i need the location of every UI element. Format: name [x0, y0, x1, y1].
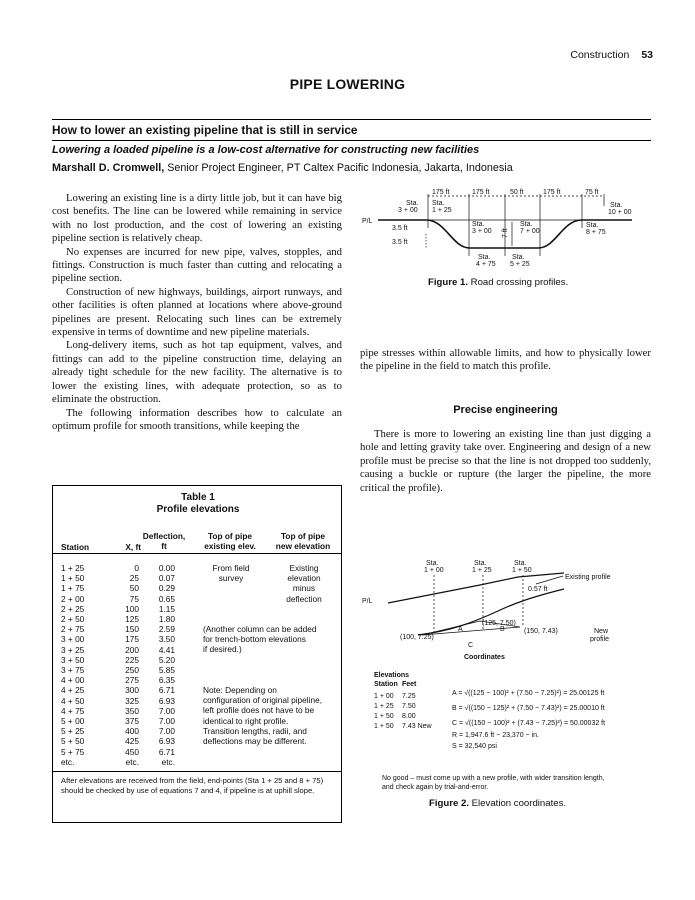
note-line: deflections may be different. [203, 736, 307, 747]
cell-station: 5 + 75 [61, 746, 85, 757]
cell-deflection: 7.00 [158, 705, 175, 716]
chord-label: B [500, 626, 505, 633]
figure-2-diagram [360, 555, 652, 795]
cell-deflection: 0.07 [158, 573, 175, 584]
pipeline-label: P/L [362, 598, 373, 605]
cell-station: 4 + 00 [61, 675, 85, 686]
equation-line: A = √((125 − 100)² + (7.50 − 7.25)²) = 25.00125 ft [452, 690, 605, 697]
header-line: ft [161, 541, 167, 551]
station-label: Sta. [514, 560, 527, 567]
cell-station: 2 + 25 [61, 603, 85, 614]
cell-x: 75 [129, 593, 139, 604]
station-label: Sta. [432, 200, 445, 207]
station-label: Sta. [472, 221, 485, 228]
paragraph: pipe stresses within allowable limits, and how to physically lower the pipeline in the field to match this profile. [360, 347, 651, 373]
left-column-text [52, 192, 342, 433]
paragraph: The following information describes how to calculate an optimum profile for smooth transitions, while keeping the [52, 406, 342, 432]
paragraph: Lowering an existing line is a dirty little job, but it can have big cost benefits. The line can be lowered while remaining in service with no lost production, and the cost of lowering an existing pipeline section is relatively cheap. [52, 192, 342, 245]
byline [52, 162, 513, 174]
cell-deflection: 2.59 [158, 624, 175, 635]
elev-cell: 1 + 00 [374, 693, 394, 700]
elev-cell: 7.25 [402, 693, 416, 700]
elev-cell: 7.43 New [402, 723, 432, 730]
col-header-existing [196, 531, 264, 551]
cell-x: 325 [125, 695, 139, 706]
station-label: 5 + 25 [510, 261, 530, 268]
figure-1-caption [428, 277, 568, 288]
station-label: 1 + 25 [472, 567, 492, 574]
page-number: 53 [641, 49, 653, 61]
cell-deflection: 4.41 [158, 644, 175, 655]
col-header-new [267, 531, 339, 551]
note-line: Note: Depending on [203, 685, 277, 695]
page-title: PIPE LOWERING [289, 76, 406, 92]
station-label: 8 + 75 [586, 229, 606, 236]
figure-note: No good – must come up with a new profile, with wider transition length, [382, 775, 605, 782]
cell-x: 175 [125, 634, 139, 645]
note-line: survey [218, 573, 244, 584]
note-line: left profile does not have to be [203, 705, 315, 716]
cell-station: 5 + 00 [61, 716, 85, 726]
elevations-title: Elevations [374, 672, 410, 679]
elev-cell: 1 + 25 [374, 703, 394, 710]
cell-deflection: 5.85 [158, 665, 175, 675]
cell-station: 3 + 75 [61, 665, 85, 675]
depth-label: 3.5 ft [392, 225, 408, 232]
cell-x: 225 [125, 654, 139, 665]
col-header-deflection [139, 531, 189, 551]
cell-station: 5 + 50 [61, 736, 85, 747]
cell-station: 4 + 75 [61, 705, 85, 716]
header-line: Top of pipe [280, 531, 326, 541]
caption-label: Figure 2. [429, 798, 469, 809]
col-header-station: Station [61, 542, 90, 552]
cell-x: etc. [125, 756, 139, 767]
elev-cell: 1 + 50 [374, 713, 394, 720]
equations [452, 689, 605, 750]
existing-profile-label: Existing profile [565, 574, 611, 581]
pipeline-label: P/L [362, 218, 373, 225]
cell-station: 4 + 25 [61, 685, 85, 696]
note-line: if desired.) [203, 644, 242, 655]
cell-x: 125 [125, 614, 139, 624]
cell-x: 200 [125, 644, 139, 655]
equation-line: B = √((150 − 125)² + (7.50 − 7.43)²) = 25.00010 ft [452, 705, 605, 712]
header-line: Deflection, [142, 531, 186, 541]
title-rule [52, 119, 651, 120]
leader-line [536, 576, 563, 584]
cell-deflection: 7.00 [158, 726, 175, 737]
elev-head: Feet [402, 681, 417, 688]
note-line: From field [212, 563, 250, 573]
table-1 [52, 485, 342, 823]
drop-label: 0.57 ft [528, 586, 548, 593]
note-line: elevation [287, 573, 321, 584]
station-label: Sta. [586, 222, 599, 229]
cell-station: etc. [61, 756, 75, 767]
new-profile-label: New [594, 628, 609, 635]
chord-label: C [468, 642, 474, 649]
station-label: Sta. [512, 254, 525, 261]
depth-label: 3.5 ft [392, 239, 408, 246]
cell-station: 2 + 75 [61, 624, 85, 635]
station-label: 10 + 00 [608, 209, 632, 216]
station-label: Sta. [478, 254, 491, 261]
equation-line: R = 1,947.6 ft − 23,370 − in. [452, 732, 539, 739]
station-label: 3 + 00 [398, 207, 418, 214]
cell-x: 50 [129, 583, 139, 594]
cell-x: 375 [125, 716, 139, 726]
station-label: 1 + 00 [424, 567, 444, 574]
table-footer-rule [53, 771, 341, 772]
station-label: 1 + 50 [512, 567, 532, 574]
depth-label: 7 ft [502, 228, 509, 238]
author-affiliation: Senior Project Engineer, PT Caltex Pacific Indonesia, Jakarta, Indonesia [164, 162, 513, 174]
paragraph: Long-delivery items, such as hot tap equipment, valves, and fittings can add to the pipeline construction time, delaying an already tight schedule for the new facility. The alternative is to lower the existing lines, with adequate protection, so as to eliminate the obstruction. [52, 339, 342, 406]
table-title [53, 492, 343, 516]
cell-station: 3 + 50 [61, 654, 85, 665]
section-heading: Precise engineering [453, 404, 558, 416]
cell-station: 2 + 50 [61, 614, 85, 624]
table-note-a [203, 624, 339, 655]
note-line: deflection [286, 593, 322, 604]
table-caption: Profile elevations [156, 504, 240, 515]
author-name: Marshall D. Cromwell, [52, 162, 165, 174]
caption-text: Elevation coordinates. [468, 798, 567, 809]
cell-station: 1 + 50 [61, 573, 85, 584]
station-label: 3 + 00 [472, 228, 492, 235]
chord-c [422, 627, 520, 635]
article-title: How to lower an existing pipeline that is still in service [52, 123, 358, 137]
cell-x: 425 [125, 736, 139, 747]
station-label: 1 + 25 [432, 207, 452, 214]
cell-deflection: 0.00 [158, 563, 175, 573]
cell-deflection: 6.71 [158, 685, 175, 696]
station-label: Sta. [406, 200, 419, 207]
right-column-text [360, 428, 651, 495]
elev-cell: 1 + 50 [374, 723, 394, 730]
cell-station: 3 + 00 [61, 634, 85, 645]
caption-text: Road crossing profiles. [467, 277, 569, 288]
cell-deflection: 0.65 [158, 593, 175, 604]
col-header-x: X, ft [125, 542, 141, 552]
cell-deflection: 0.29 [158, 583, 175, 594]
cell-station: 4 + 50 [61, 695, 85, 706]
equation-line: C = √((150 − 100)² + (7.43 − 7.25)²) = 50.00032 ft [452, 720, 606, 727]
cell-x: 275 [125, 675, 139, 686]
station-label: Sta. [520, 221, 533, 228]
cell-station: 2 + 00 [61, 593, 85, 604]
cell-x: 100 [125, 603, 139, 614]
cell-deflection: 6.93 [158, 736, 175, 747]
cell-deflection: 6.35 [158, 675, 175, 686]
dim-label: 75 ft [585, 189, 599, 196]
station-label: Sta. [610, 202, 623, 209]
cell-x: 300 [125, 685, 139, 696]
existing-col-note [203, 563, 259, 583]
running-head [570, 49, 653, 61]
note-line: identical to right profile. [203, 715, 289, 726]
cell-x: 0 [134, 563, 139, 573]
table-note-b [203, 685, 339, 746]
note-line: minus [292, 583, 316, 594]
caption-label: Figure 1. [428, 277, 468, 288]
table-header-rule [53, 553, 341, 554]
cell-deflection: 3.50 [158, 634, 175, 645]
paragraph: There is more to lowering an existing line than just digging a hole and letting gravity take over. Engineering and design of a new profile must be precise so that the line is not dropped too suddenly, causing a buckle or rupture (the larger the pipeline, the more critical the profile). [360, 428, 651, 494]
cell-x: 400 [125, 726, 139, 737]
cell-deflection: etc. [161, 756, 175, 767]
cell-x: 350 [125, 705, 139, 716]
cell-x: 150 [125, 624, 139, 635]
article-subtitle: Lowering a loaded pipeline is a low-cost alternative for constructing new facilities [52, 144, 480, 156]
header-line: existing elev. [204, 541, 256, 551]
note-line: (Another column can be added [203, 624, 317, 634]
cell-station: 3 + 25 [61, 644, 85, 655]
right-column-continuation [360, 347, 651, 374]
elevations-table [374, 693, 433, 730]
title-rule-lower [52, 140, 651, 141]
station-label: 4 + 75 [476, 261, 496, 268]
figure-2-caption [429, 798, 566, 809]
cell-station: 1 + 25 [61, 563, 85, 573]
new-col-note [271, 563, 337, 604]
dim-label: 50 ft [510, 189, 524, 196]
station-label: 7 + 00 [520, 228, 540, 235]
cell-deflection: 7.00 [158, 716, 175, 726]
coordinate-label: (125, 7.50) [482, 620, 516, 627]
figure-note: and check again by trial-and-error. [382, 784, 489, 791]
coordinates-label: Coordinates [464, 654, 505, 661]
elev-head: Station [374, 681, 398, 688]
dim-label: 175 ft [543, 189, 561, 196]
station-label: Sta. [474, 560, 487, 567]
note-line: for trench-bottom elevations [203, 634, 306, 645]
cell-station: 1 + 75 [61, 583, 85, 594]
note-line: configuration of original pipeline, [203, 695, 323, 706]
note-line: Existing [289, 563, 319, 573]
cell-deflection: 5.20 [158, 654, 175, 665]
elev-cell: 7.50 [402, 703, 416, 710]
coordinate-label: (150, 7.43) [524, 628, 558, 635]
elev-cell: 8.00 [402, 713, 416, 720]
header-line: new elevation [275, 541, 331, 551]
new-profile-label: profile [590, 636, 610, 643]
equation-line: S = 32,540 psi [452, 743, 497, 750]
cell-deflection: 6.71 [158, 746, 175, 757]
cell-x: 250 [125, 665, 139, 675]
dim-label: 175 ft [432, 189, 450, 196]
table-label: Table 1 [181, 492, 215, 503]
coordinate-label: (100, 7.25) [400, 634, 434, 641]
paragraph: No expenses are incurred for new pipe, valves, stopples, and fittings. Construction is much faster than cutting and relocating a pipeline section. [52, 245, 342, 285]
cell-deflection: 6.93 [158, 695, 175, 706]
cell-deflection: 1.15 [158, 603, 175, 614]
chord-label: A [458, 626, 463, 633]
cell-station: 5 + 25 [61, 726, 85, 737]
cell-x: 450 [125, 746, 139, 757]
station-label: Sta. [426, 560, 439, 567]
note-line: Transition lengths, radii, and [203, 725, 307, 736]
paragraph: Construction of new highways, buildings, airport runways, and other facilities is often planned at locations where above-ground pipelines are present. Relocating such lines can be extremely expensive in terms of downtime and new pipeline materials. [52, 285, 342, 339]
cell-x: 25 [129, 573, 139, 584]
dim-label: 175 ft [472, 189, 490, 196]
cell-deflection: 1.80 [158, 614, 175, 624]
figure-1-diagram [360, 186, 652, 276]
table-footnote: After elevations are received from the field, end-points (Sta 1 + 25 and 8 + 75) should be checked by use of equations 7 and 4, if pipeline is at uphill slope. [61, 776, 324, 795]
header-line: Top of pipe [207, 531, 253, 541]
section-name: Construction [570, 49, 630, 61]
